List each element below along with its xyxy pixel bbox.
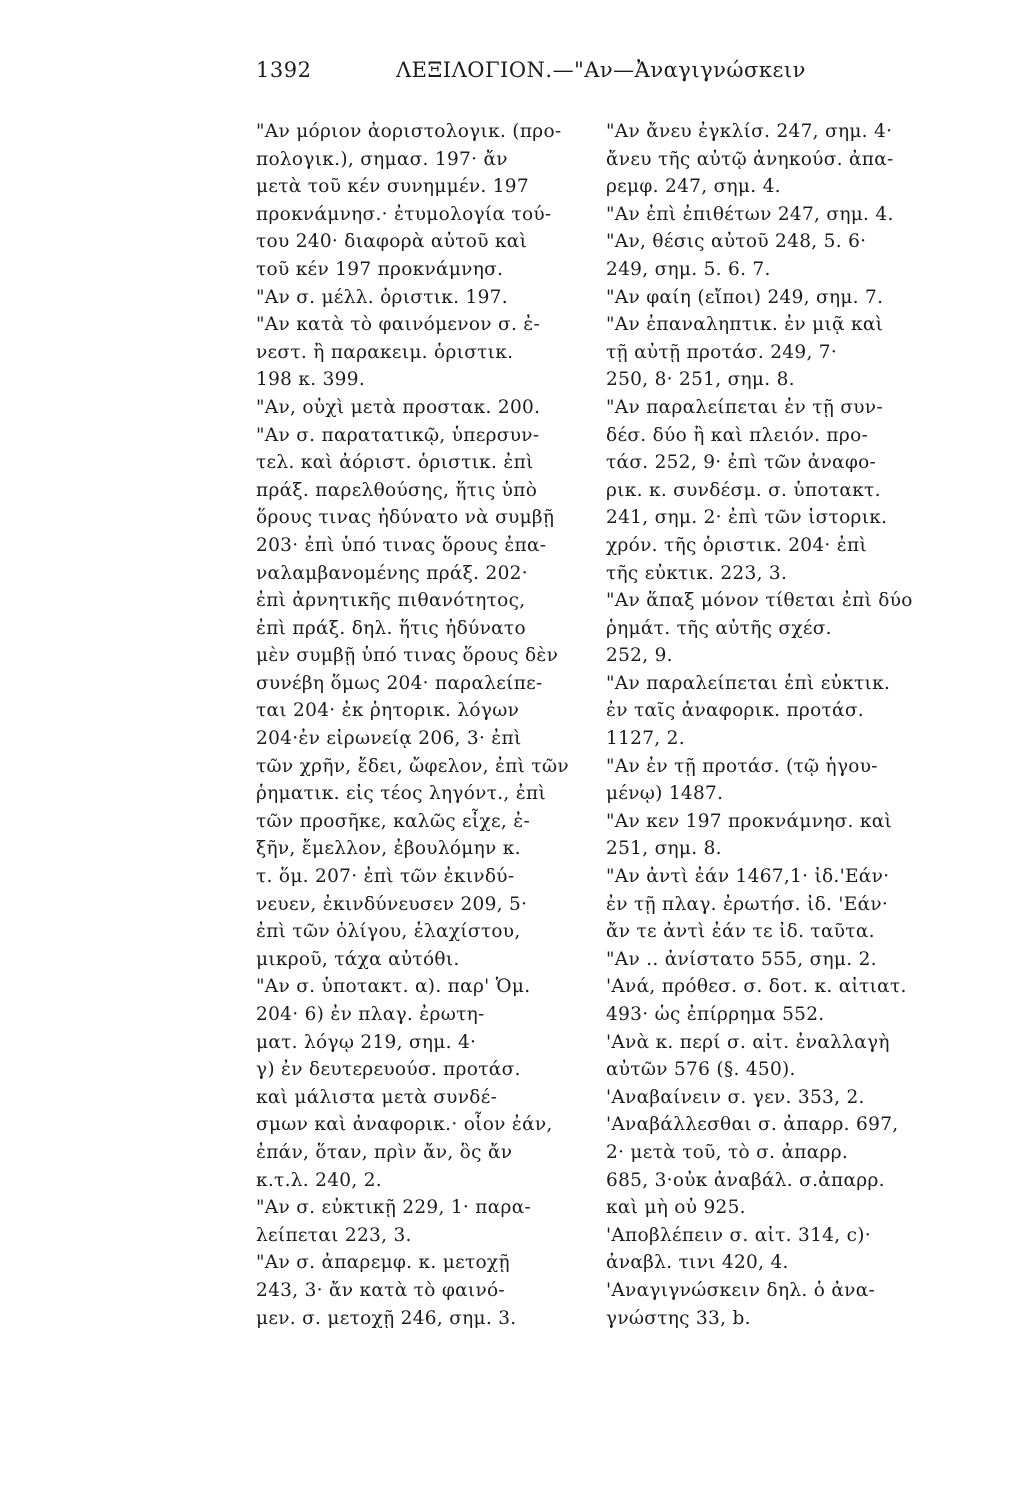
index-line: ρεμφ. 247, σημ. 4. bbox=[606, 176, 781, 198]
index-line: 251, σημ. 8. bbox=[606, 838, 722, 860]
index-line: 'Αποβλέπειν σ. αἰτ. 314, c)· bbox=[606, 1224, 871, 1246]
page-number: 1392 bbox=[256, 58, 312, 82]
index-line: "Αν παραλείπεται ἐν τῇ συν- bbox=[606, 396, 883, 418]
right-column bbox=[606, 118, 924, 1332]
index-line: 203· ἐπὶ ὑπό τινας ὅρους ἐπα- bbox=[256, 534, 547, 556]
index-line: δέσ. δύο ἢ καὶ πλειόν. προ- bbox=[606, 424, 869, 446]
index-line: 'Ανά, πρόθεσ. σ. δοτ. κ. αἰτιατ. bbox=[606, 976, 907, 998]
index-line: χρόν. τῆς ὁριστικ. 204· ἐπὶ bbox=[606, 534, 868, 556]
index-line: 243, 3· ἄν κατὰ τὸ φαινό- bbox=[256, 1279, 505, 1301]
index-line: 252, 9. bbox=[606, 645, 673, 667]
index-line: 685, 3·οὐκ ἀναβάλ. σ.ἀπαρρ. bbox=[606, 1169, 885, 1191]
index-line: "Αν σ. εὐκτικῇ 229, 1· παρα- bbox=[256, 1197, 532, 1219]
index-line: τῶν προσῆκε, καλῶς εἶχε, ἐ- bbox=[256, 810, 531, 832]
index-line: πράξ. παρελθούσης, ἥτις ὑπὸ bbox=[256, 479, 538, 501]
index-line: τελ. καὶ ἀόριστ. ὁριστικ. ἐπὶ bbox=[256, 452, 534, 474]
index-line: "Αν, θέσις αὐτοῦ 248, 5. 6· bbox=[606, 231, 867, 253]
index-line: 'Αναβάλλεσθαι σ. ἀπαρρ. 697, bbox=[606, 1114, 899, 1136]
index-line: 198 κ. 399. bbox=[256, 369, 366, 391]
index-line: ῥημάτ. τῆς αὐτῆς σχέσ. bbox=[606, 617, 832, 639]
index-line: του 240· διαφορὰ αὐτοῦ καὶ bbox=[256, 231, 528, 253]
index-line: 2· μετὰ τοῦ, τὸ σ. ἀπαρρ. bbox=[606, 1141, 849, 1163]
index-line: 'Αναγιγνώσκειν δηλ. ὁ ἀνα- bbox=[606, 1279, 876, 1301]
index-line: τῆς εὐκτικ. 223, 3. bbox=[606, 562, 788, 584]
index-line: ἄνευ τῆς αὐτῷ ἀνηκούσ. ἀπα- bbox=[606, 148, 894, 170]
index-line: 241, σημ. 2· ἐπὶ τῶν ἱστορικ. bbox=[606, 507, 888, 529]
index-line: "Αν παραλείπεται ἐπὶ εὐκτικ. bbox=[606, 672, 891, 694]
index-line: μεν. σ. μετοχῇ 246, σημ. 3. bbox=[256, 1307, 517, 1329]
index-line: "Αν, οὐχὶ μετὰ προστακ. 200. bbox=[256, 396, 541, 418]
index-line: ρικ. κ. συνδέσμ. σ. ὑποτακτ. bbox=[606, 479, 881, 501]
index-line: λείπεται 223, 3. bbox=[256, 1224, 412, 1246]
index-line: ῥηματικ. εἰς τέος ληγόντ., ἐπὶ bbox=[256, 783, 547, 805]
index-line: μετὰ τοῦ κέν συνημμέν. 197 bbox=[256, 176, 529, 198]
index-line: 493· ὡς ἐπίρρημα 552. bbox=[606, 1004, 825, 1025]
index-line: 'Αναβαίνειν σ. γεν. 353, 2. bbox=[606, 1086, 865, 1108]
index-line: μὲν συμβῇ ὑπό τινας ὅρους δὲν bbox=[256, 645, 559, 667]
index-line: γνώστης 33, b. bbox=[606, 1307, 751, 1329]
index-line: τάσ. 252, 9· ἐπὶ τῶν ἀναφο- bbox=[606, 452, 877, 474]
index-line: νεστ. ἢ παρακειμ. ὁριστικ. bbox=[256, 341, 514, 363]
index-line: ἐπὶ πράξ. δηλ. ἥτις ἠδύνατο bbox=[256, 617, 526, 639]
index-line: "Αν σ. παρατατικῷ, ὑπερσυν- bbox=[256, 424, 540, 446]
index-line: συνέβη ὅμως 204· παραλείπε- bbox=[256, 672, 543, 694]
index-line: "Αν κεν 197 προκνάμνησ. καὶ bbox=[606, 810, 893, 832]
index-line: ἐπὶ τῶν ὀλίγου, ἐλαχίστου, bbox=[256, 921, 521, 943]
index-line: "Αν ἐν τῇ προτάσ. (τῷ ἡγου- bbox=[606, 755, 878, 777]
index-line: μένῳ) 1487. bbox=[606, 783, 724, 805]
index-line: "Αν μόριον ἀοριστολογικ. (προ- bbox=[256, 121, 562, 142]
index-line: γ) ἐν δευτερευούσ. προτάσ. bbox=[256, 1059, 521, 1081]
index-line: "Αν φαίη (εἴποι) 249, σημ. 7. bbox=[606, 286, 884, 308]
index-line: ἐν τῇ πλαγ. ἐρωτήσ. ἰδ. 'Εάν· bbox=[606, 893, 889, 915]
index-line: καὶ μὴ οὐ 925. bbox=[606, 1197, 746, 1219]
index-line: 1127, 2. bbox=[606, 728, 685, 750]
index-line: "Αν .. ἀνίστατο 555, σημ. 2. bbox=[606, 948, 877, 970]
index-line: τῇ αὐτῇ προτάσ. 249, 7· bbox=[606, 341, 838, 363]
index-line: προκνάμνησ.· ἐτυμολογία τού- bbox=[256, 203, 552, 225]
index-line: 250, 8· 251, σημ. 8. bbox=[606, 369, 795, 391]
index-line: ται 204· ἐκ ῥητορικ. λόγων bbox=[256, 700, 520, 722]
index-line: "Αν ἄνευ ἐγκλίσ. 247, σημ. 4· bbox=[606, 121, 893, 142]
index-line: "Αν σ. ὑποτακτ. α). παρ' Ὁμ. bbox=[256, 976, 531, 998]
index-line: ἐπάν, ὅταν, πρὶν ἄν, ὃς ἄν bbox=[256, 1141, 513, 1163]
index-line: κ.τ.λ. 240, 2. bbox=[256, 1169, 382, 1191]
page-header bbox=[256, 58, 841, 98]
index-line: 204·ἐν εἰρωνείᾳ 206, 3· ἐπὶ bbox=[256, 728, 522, 750]
index-line: "Αν ἀντὶ ἐάν 1467,1· ἰδ.'Εάν· bbox=[606, 866, 890, 888]
index-line: τῶν χρῆν, ἔδει, ὤφελον, ἐπὶ τῶν bbox=[256, 755, 569, 777]
index-line: ἄν τε ἀντὶ ἐάν τε ἰδ. ταῦτα. bbox=[606, 921, 875, 943]
index-line: ἐν ταῖς ἀναφορικ. προτάσ. bbox=[606, 700, 864, 722]
index-line: σμων καὶ ἀναφορικ.· οἷον ἐάν, bbox=[256, 1114, 553, 1136]
index-line: 'Ανὰ κ. περί σ. αἰτ. ἐναλλαγὴ bbox=[606, 1031, 890, 1053]
index-line: "Αν σ. ἀπαρεμφ. κ. μετοχῇ bbox=[256, 1252, 510, 1274]
index-line: τ. ὅμ. 207· ἐπὶ τῶν ἐκινδύ- bbox=[256, 866, 515, 888]
index-line: 204· 6) ἐν πλαγ. ἐρωτη- bbox=[256, 1004, 485, 1025]
index-line: "Αν κατὰ τὸ φαινόμενον σ. ἐ- bbox=[256, 314, 541, 336]
index-line: "Αν ἅπαξ μόνον τίθεται ἐπὶ δύο bbox=[606, 590, 913, 612]
left-column bbox=[256, 118, 574, 1332]
index-line: αὐτῶν 576 (§. 450). bbox=[606, 1059, 796, 1081]
index-line: 249, σημ. 5. 6. 7. bbox=[606, 258, 771, 280]
index-line: "Αν ἐπαναληπτικ. ἐν μιᾷ καὶ bbox=[606, 314, 884, 336]
index-line: ματ. λόγῳ 219, σημ. 4· bbox=[256, 1031, 477, 1053]
index-line: ξῆν, ἔμελλον, ἐβουλόμην κ. bbox=[256, 838, 521, 860]
index-line: "Αν ἐπὶ ἐπιθέτων 247, σημ. 4. bbox=[606, 203, 894, 225]
index-line: μικροῦ, τάχα αὐτόθι. bbox=[256, 948, 460, 970]
index-line: τοῦ κέν 197 προκνάμνησ. bbox=[256, 258, 504, 280]
index-line: ἐπὶ ἀρνητικῆς πιθανότητος, bbox=[256, 590, 526, 612]
running-title: ΛΕΞΙΛΟΓΙΟΝ.—"Αν—Ἀναγιγνώσκειν bbox=[396, 58, 806, 82]
index-line: νευεν, ἐκινδύνευσεν 209, 5· bbox=[256, 893, 528, 915]
index-line: πολογικ.), σημασ. 197· ἄν bbox=[256, 148, 508, 170]
index-line: "Αν σ. μέλλ. ὁριστικ. 197. bbox=[256, 286, 508, 308]
index-line: ναλαμβανομένης πράξ. 202· bbox=[256, 562, 528, 584]
index-line: ἀναβλ. τινι 420, 4. bbox=[606, 1252, 789, 1274]
index-line: ὅρους τινας ἠδύνατο νὰ συμβῇ bbox=[256, 507, 555, 529]
index-line: καὶ μάλιστα μετὰ συνδέ- bbox=[256, 1086, 498, 1108]
